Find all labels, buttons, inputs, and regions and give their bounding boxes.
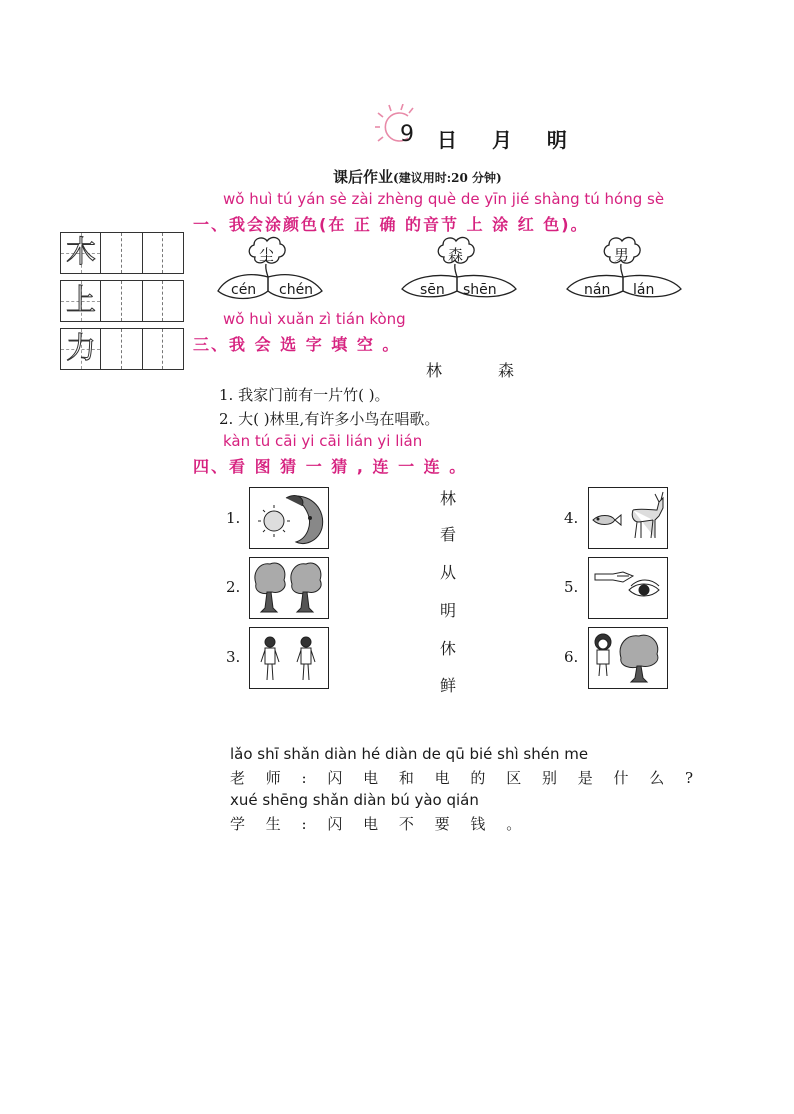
section1-pinyin: wǒ huì tú yán sè zài zhèng què de yīn jié shàng tú hóng sè: [223, 190, 665, 208]
two-trees-picture[interactable]: [249, 557, 329, 619]
choice-option-1: 林: [426, 361, 443, 380]
syllable-option[interactable]: sēn: [420, 282, 445, 298]
item-number: 2.: [226, 578, 241, 596]
two-people-icon: [250, 628, 328, 688]
subtitle-note: (建议用时:20 分钟): [393, 171, 502, 185]
sun-moon-picture[interactable]: [249, 487, 329, 549]
question-2[interactable]: 2. 大( )林里,有许多小鸟在唱歌。: [219, 410, 440, 428]
match-char[interactable]: 林: [440, 489, 457, 508]
match-char[interactable]: 从: [440, 563, 457, 582]
section3-pinyin: wǒ huì xuǎn zì tián kòng: [223, 310, 406, 328]
section4-heading: 四、看 图 猜 一 猜 , 连 一 连 。: [193, 457, 468, 476]
syllable-option[interactable]: chén: [279, 282, 314, 298]
question-1[interactable]: 1. 我家门前有一片竹( )。: [219, 386, 390, 404]
tracing-char: 上: [66, 283, 96, 318]
tracing-grid-1[interactable]: [60, 232, 184, 274]
choice-option-2: 森: [498, 361, 515, 380]
syllable-option[interactable]: lán: [633, 282, 655, 298]
match-char[interactable]: 鲜: [440, 676, 457, 695]
tracing-grid-2[interactable]: [60, 280, 184, 322]
section4-pinyin: kàn tú cāi yi cāi lián yi lián: [223, 432, 423, 450]
syllable-option[interactable]: shēn: [463, 282, 497, 298]
hand-eye-icon: [589, 558, 667, 618]
match-char[interactable]: 休: [440, 639, 457, 658]
person-tree-icon: [589, 628, 667, 688]
flower-char-3: 男: [614, 246, 630, 264]
match-char[interactable]: 看: [440, 525, 457, 544]
item-number: 4.: [564, 509, 579, 527]
joke-pinyin-1: lǎo shī shǎn diàn hé diàn de qū bié shì shén me: [230, 745, 589, 763]
item-number: 6.: [564, 648, 579, 666]
fish-goat-icon: [589, 488, 667, 548]
person-tree-picture[interactable]: [588, 627, 668, 689]
joke-pinyin-2: xué shēng shǎn diàn bú yào qián: [230, 791, 479, 809]
item-number: 5.: [564, 578, 579, 596]
lesson-number: 9: [400, 122, 414, 147]
syllable-option[interactable]: nán: [584, 282, 611, 298]
fish-goat-picture[interactable]: [588, 487, 668, 549]
sun-moon-icon: [250, 488, 328, 548]
lesson-title: 日 月 明: [437, 128, 581, 152]
tracing-grid-3[interactable]: [60, 328, 184, 370]
item-number: 3.: [226, 648, 241, 666]
item-number: 1.: [226, 509, 241, 527]
subtitle-main: 课后作业: [333, 168, 394, 186]
two-people-picture[interactable]: [249, 627, 329, 689]
two-trees-icon: [250, 558, 328, 618]
tracing-char: 力: [66, 331, 96, 366]
flower-char-1: 尘: [259, 246, 275, 264]
sun-decoration-icon: [374, 104, 424, 150]
section3-heading: 三、我 会 选 字 填 空 。: [193, 335, 401, 354]
joke-line-1: 老 师 : 闪 电 和 电 的 区 别 是 什 么 ?: [230, 769, 702, 787]
section1-heading: 一、我会涂颜色(在 正 确 的音节 上 涂 红 色)。: [193, 215, 589, 234]
joke-line-2: 学 生 : 闪 电 不 要 钱 。: [230, 815, 530, 833]
syllable-option[interactable]: cén: [231, 282, 257, 298]
match-char[interactable]: 明: [440, 601, 457, 620]
tracing-char: 木: [66, 235, 96, 270]
hand-eye-picture[interactable]: [588, 557, 668, 619]
flower-char-2: 森: [448, 246, 464, 264]
subtitle: [333, 166, 502, 187]
